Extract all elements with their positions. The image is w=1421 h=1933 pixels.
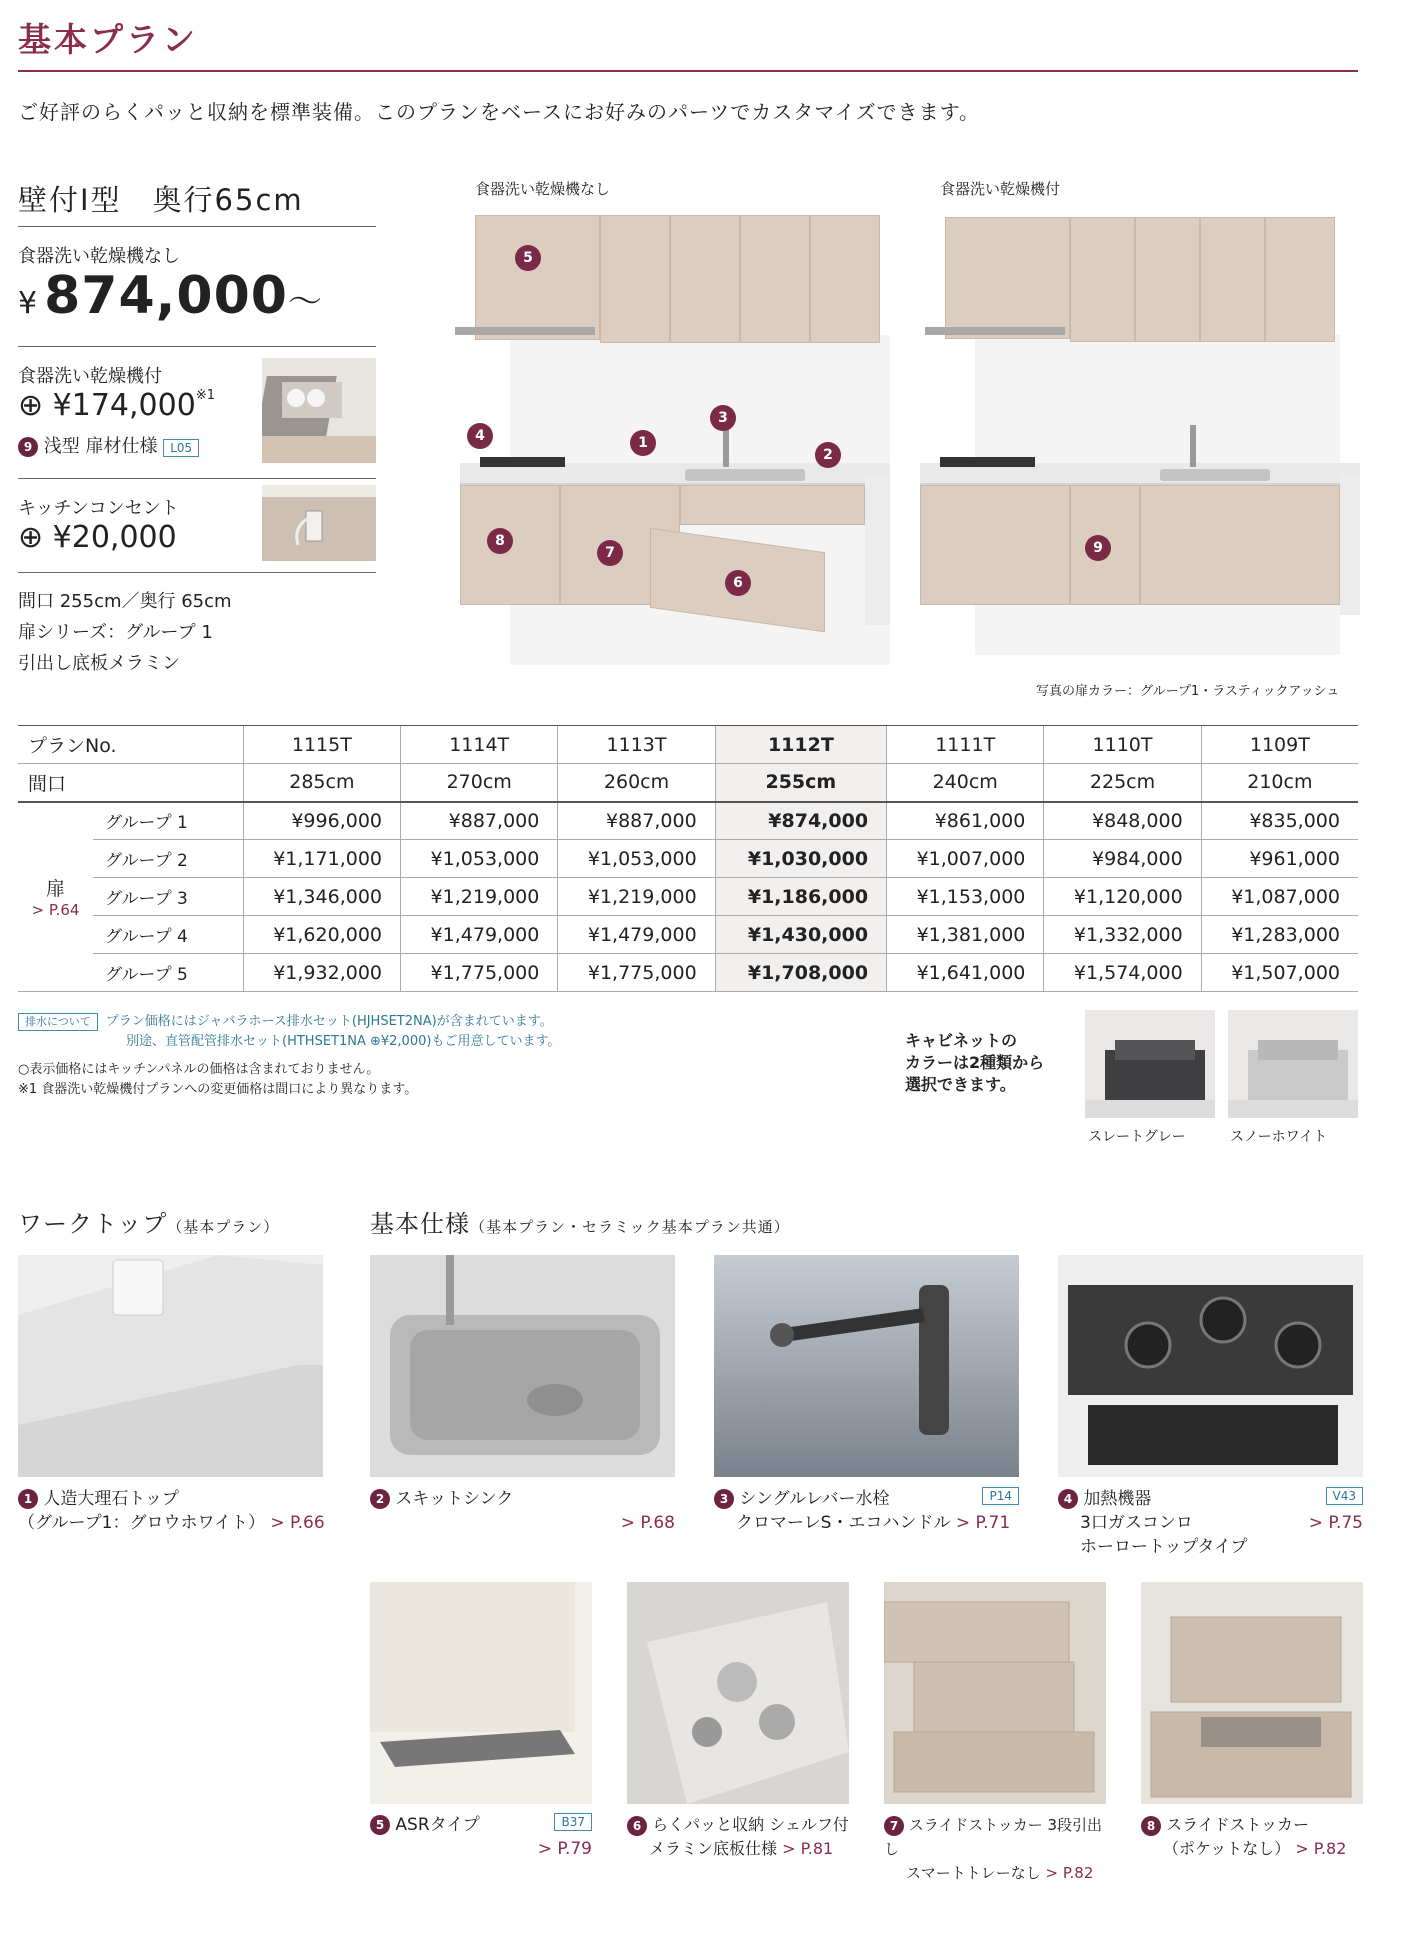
rakupatto-caption — [627, 1813, 849, 1861]
price-cell: ¥1,120,000 — [1044, 878, 1201, 916]
divider — [18, 226, 376, 227]
caption-line: シングルレバー水栓 — [739, 1489, 890, 1509]
width-cell: 225cm — [1044, 764, 1201, 802]
outlet-image — [262, 485, 376, 561]
price-cell: ¥1,507,000 — [1201, 954, 1358, 992]
price-cell-highlight: ¥1,030,000 — [715, 840, 886, 878]
note-mark: ※1 — [195, 388, 215, 403]
price-cell: ¥1,932,000 — [243, 954, 400, 992]
upper-cabinet — [600, 215, 670, 343]
snow-white-label: スノーホワイト — [1230, 1129, 1328, 1145]
price-cell: ¥1,346,000 — [243, 878, 400, 916]
title-divider — [18, 70, 1358, 72]
slide-stocker-caption — [1141, 1813, 1363, 1861]
cabinet-color-text — [905, 1030, 1044, 1096]
plan-type-heading: 壁付I型 奥行65cm — [18, 183, 304, 217]
table-row — [18, 840, 1358, 878]
base-price-label: 食器洗い乾燥機なし — [18, 246, 180, 267]
illustration-label-without: 食器洗い乾燥機なし — [475, 180, 611, 198]
slate-grey-drawer-image — [1085, 1010, 1215, 1118]
plan-specs — [18, 586, 232, 679]
door-page-ref: > P.64 — [31, 901, 80, 920]
basic-heading-sub: （基本プラン・セラミック基本プラン共通） — [470, 1218, 790, 1236]
marker-3: 3 — [710, 405, 736, 431]
drain-line-2: 別途、直管配管排水セット(HTHSET1NA ⊕¥2,000)もご用意しています。 — [126, 1034, 561, 1049]
price-cell: ¥961,000 — [1201, 840, 1358, 878]
caption-line: ASRタイプ — [395, 1815, 480, 1835]
upper-cabinet — [945, 217, 1070, 339]
upper-cabinet — [475, 215, 600, 340]
base-cabinet — [920, 485, 1070, 605]
outlet-option-price: ⊕ ¥20,000 — [18, 520, 177, 555]
sink-image — [370, 1255, 675, 1477]
price-cell: ¥1,087,000 — [1201, 878, 1358, 916]
faucet-image — [714, 1255, 1019, 1477]
price-cell: ¥887,000 — [558, 802, 715, 840]
dishwasher-option-label: 食器洗い乾燥機付 — [18, 366, 162, 387]
marker-1: 1 — [630, 430, 656, 456]
drain-tag: 排水について — [18, 1013, 98, 1031]
cabinet-text-line: カラーは2種類から — [905, 1053, 1045, 1072]
group-name: グループ 3 — [93, 878, 243, 916]
price-cell: ¥1,219,000 — [401, 878, 558, 916]
sink-photo — [370, 1255, 675, 1477]
width-cell: 285cm — [243, 764, 400, 802]
price-cell: ¥1,479,000 — [401, 916, 558, 954]
stove-photo — [1058, 1255, 1363, 1477]
snow-white-photo — [1228, 1010, 1358, 1118]
divider — [18, 346, 376, 347]
spec-door-series: 扉シリーズ：グループ 1 — [18, 622, 213, 643]
page-tag: V43 — [1326, 1487, 1363, 1505]
slate-grey-photo — [1085, 1010, 1215, 1118]
option-desc: 浅型 扉材仕様 — [43, 436, 158, 457]
caption-line: らくパッと収納 シェルフ付 — [652, 1815, 849, 1834]
width-header: 間口 — [18, 764, 243, 802]
hood-caption — [370, 1813, 592, 1861]
width-cell: 240cm — [887, 764, 1044, 802]
price-cell: ¥1,574,000 — [1044, 954, 1201, 992]
price-cell: ¥835,000 — [1201, 802, 1358, 840]
plan-col: 1111T — [887, 726, 1044, 764]
caption-line: スライドストッカー 3段引出し — [884, 1816, 1103, 1858]
note-2: ※1 食器洗い乾燥機付プランへの変更価格は間口により異なります。 — [18, 1082, 418, 1097]
drain-line-1: プラン価格にはジャバラホース排水セット(HJHSET2NA)が含まれています。 — [105, 1014, 553, 1029]
page-tag: B37 — [554, 1813, 592, 1831]
price-cell: ¥848,000 — [1044, 802, 1201, 840]
slide-stocker-3-caption — [884, 1813, 1106, 1885]
page-ref: > P.66 — [270, 1513, 325, 1533]
intro-text: ご好評のらくパッと収納を標準装備。このプランをベースにお好みのパーツでカスタマイズできます。 — [18, 100, 980, 124]
rakupatto-storage-image — [627, 1582, 849, 1804]
price-cell-highlight: ¥1,186,000 — [715, 878, 886, 916]
gas-stove — [940, 457, 1035, 467]
divider — [18, 478, 376, 479]
price-table — [18, 725, 1358, 992]
number-badge: 3 — [714, 1489, 734, 1509]
upper-cabinet — [1265, 217, 1335, 342]
plan-col: 1114T — [401, 726, 558, 764]
page-ref: > P.71 — [955, 1513, 1011, 1533]
side-panel — [865, 475, 890, 625]
table-row — [18, 802, 1358, 840]
plan-col-highlight: 1112T — [715, 726, 886, 764]
sink — [1160, 469, 1270, 481]
caption-line: 人造大理石トップ — [43, 1489, 179, 1509]
marker-5: 5 — [515, 245, 541, 271]
price-cell: ¥996,000 — [243, 802, 400, 840]
table-header-row — [18, 726, 1358, 764]
stove-image — [1058, 1255, 1363, 1477]
number-badge: 8 — [1141, 1816, 1161, 1836]
plan-no-header: プランNo. — [18, 726, 243, 764]
faucet-caption — [714, 1487, 1019, 1535]
price-notes — [18, 1060, 417, 1100]
dishwasher-image — [262, 358, 376, 463]
price-cell: ¥1,479,000 — [558, 916, 715, 954]
upper-cabinet — [1200, 217, 1265, 342]
page-ref: > P.75 — [1308, 1513, 1363, 1533]
base-price — [18, 266, 323, 326]
width-cell-highlight: 255cm — [715, 764, 886, 802]
upper-cabinet — [1135, 217, 1200, 342]
price-cell: ¥1,053,000 — [558, 840, 715, 878]
number-badge: 5 — [370, 1815, 390, 1835]
width-cell: 210cm — [1201, 764, 1358, 802]
upper-cabinet — [670, 215, 740, 343]
gas-stove — [480, 457, 565, 467]
spec-drawer-bottom: 引出し底板メラミン — [18, 653, 180, 674]
kitchen-illustration-without-dishwasher — [455, 205, 890, 655]
width-cell: 270cm — [401, 764, 558, 802]
base-cabinet — [1140, 485, 1340, 605]
stove-caption — [1058, 1487, 1363, 1559]
page-tag: L05 — [163, 439, 199, 457]
price-cell: ¥1,171,000 — [243, 840, 400, 878]
cabinet-text-line: 選択できます。 — [905, 1075, 1016, 1094]
price-cell-highlight: ¥1,430,000 — [715, 916, 886, 954]
page-tag: P14 — [982, 1487, 1019, 1505]
slide-stocker-3-photo — [884, 1582, 1106, 1804]
price-cell: ¥1,620,000 — [243, 916, 400, 954]
upper-cabinet — [1070, 217, 1135, 342]
spec-size: 間口 255cm／奥行 65cm — [18, 591, 232, 612]
price-cell: ¥1,332,000 — [1044, 916, 1201, 954]
hood-photo — [370, 1582, 592, 1804]
width-cell: 260cm — [558, 764, 715, 802]
page-ref: > P.81 — [782, 1839, 834, 1858]
yen-sign: ¥ — [18, 286, 39, 321]
worktop-photo — [18, 1255, 323, 1477]
slate-grey-label: スレートグレー — [1088, 1129, 1186, 1145]
slide-stocker-image — [1141, 1582, 1363, 1804]
table-row — [18, 954, 1358, 992]
caption-line: （ポケットなし） — [1163, 1839, 1291, 1858]
price-cell: ¥1,641,000 — [887, 954, 1044, 992]
marker-2: 2 — [815, 442, 841, 468]
dishwasher-option-price — [18, 388, 215, 423]
price-cell: ¥1,219,000 — [558, 878, 715, 916]
caption-line: スライドストッカー — [1166, 1815, 1309, 1834]
page-ref: > P.82 — [1045, 1864, 1094, 1882]
worktop-caption — [18, 1487, 325, 1535]
price-cell: ¥984,000 — [1044, 840, 1201, 878]
rakupatto-photo — [627, 1582, 849, 1804]
price-cell: ¥1,007,000 — [887, 840, 1044, 878]
price-cell-highlight: ¥874,000 — [715, 802, 886, 840]
group-name: グループ 5 — [93, 954, 243, 992]
side-panel — [1340, 475, 1360, 615]
table-row — [18, 916, 1358, 954]
number-badge: 1 — [18, 1489, 38, 1509]
price-cell: ¥1,381,000 — [887, 916, 1044, 954]
note-1: ○表示価格にはキッチンパネルの価格は含まれておりません。 — [18, 1062, 380, 1077]
price-cell: ¥861,000 — [887, 802, 1044, 840]
caption-line: スキットシンク — [395, 1489, 514, 1509]
divider — [18, 572, 376, 573]
number-badge: 7 — [884, 1816, 904, 1836]
number-badge: 4 — [1058, 1489, 1078, 1509]
number-badge: 2 — [370, 1489, 390, 1509]
price-cell: ¥1,775,000 — [401, 954, 558, 992]
caption-line: クロマーレS・エコハンドル — [736, 1513, 951, 1533]
illustration-label-with: 食器洗い乾燥機付 — [940, 180, 1061, 198]
price-cell: ¥1,775,000 — [558, 954, 715, 992]
upper-cabinet — [740, 215, 810, 343]
snow-white-drawer-image — [1228, 1010, 1358, 1118]
door-label: 扉 — [45, 878, 65, 901]
range-hood — [455, 327, 595, 335]
faucet-photo — [714, 1255, 1019, 1477]
table-width-row — [18, 764, 1358, 802]
number-badge: 6 — [627, 1816, 647, 1836]
plan-col: 1113T — [558, 726, 715, 764]
page-title: 基本プラン — [18, 20, 198, 59]
caption-line: メラミン底板仕様 — [649, 1839, 778, 1858]
caption-line: スマートトレーなし — [906, 1864, 1041, 1882]
price-cell: ¥1,053,000 — [401, 840, 558, 878]
cabinet-text-line: キャビネットの — [905, 1031, 1018, 1050]
caption-line: ホーロートップタイプ — [1080, 1537, 1248, 1557]
group-name: グループ 2 — [93, 840, 243, 878]
caption-line: 加熱機器 — [1083, 1489, 1152, 1509]
slide-stocker-photo — [1141, 1582, 1363, 1804]
marker-9: 9 — [1085, 535, 1111, 561]
base-cabinet — [680, 485, 865, 525]
table-row — [18, 878, 1358, 916]
group-name: グループ 1 — [93, 802, 243, 840]
price-cell: ¥887,000 — [401, 802, 558, 840]
page-ref: > P.79 — [537, 1839, 592, 1859]
number-badge: 9 — [18, 437, 38, 457]
base-price-value: 874,000 — [44, 266, 288, 326]
sink-caption — [370, 1487, 675, 1535]
marker-6: 6 — [725, 570, 751, 596]
faucet — [1190, 425, 1196, 467]
worktop-heading-text: ワークトップ — [18, 1210, 168, 1238]
range-hood-image — [370, 1582, 592, 1804]
option-price-value: ⊕ ¥174,000 — [18, 388, 196, 423]
worktop-image — [18, 1255, 323, 1477]
door-header — [18, 802, 93, 992]
price-cell-highlight: ¥1,708,000 — [715, 954, 886, 992]
dishwasher-option-desc — [18, 432, 199, 458]
group-name: グループ 4 — [93, 916, 243, 954]
marker-8: 8 — [487, 528, 513, 554]
caption-line: 3口ガスコンロ — [1080, 1513, 1193, 1533]
outlet-photo — [262, 485, 376, 561]
caption-line: （グループ1：グロウホワイト） — [18, 1513, 265, 1533]
slide-stocker-3-image — [884, 1582, 1106, 1804]
dishwasher-photo — [262, 358, 376, 463]
worktop-heading — [18, 1204, 279, 1239]
worktop-heading-sub: （基本プラン） — [167, 1218, 280, 1236]
plan-col: 1110T — [1044, 726, 1201, 764]
outlet-option-label: キッチンコンセント — [18, 498, 179, 519]
range-hood — [925, 327, 1065, 335]
page-ref: > P.68 — [620, 1513, 675, 1533]
kitchen-illustration-with-dishwasher — [920, 205, 1360, 655]
plan-col: 1109T — [1201, 726, 1358, 764]
basic-spec-heading — [370, 1204, 790, 1239]
page-ref: > P.82 — [1295, 1839, 1347, 1858]
marker-7: 7 — [597, 540, 623, 566]
sink — [685, 469, 805, 481]
basic-heading-text: 基本仕様 — [370, 1210, 470, 1238]
price-cell: ¥1,283,000 — [1201, 916, 1358, 954]
marker-4: 4 — [467, 423, 493, 449]
drain-note — [18, 1012, 560, 1052]
tilde: ～ — [287, 282, 323, 322]
photo-color-note: 写真の扉カラー：グループ1・ラスティックアッシュ — [1036, 684, 1340, 699]
plan-col: 1115T — [243, 726, 400, 764]
upper-cabinet — [810, 215, 880, 343]
price-cell: ¥1,153,000 — [887, 878, 1044, 916]
